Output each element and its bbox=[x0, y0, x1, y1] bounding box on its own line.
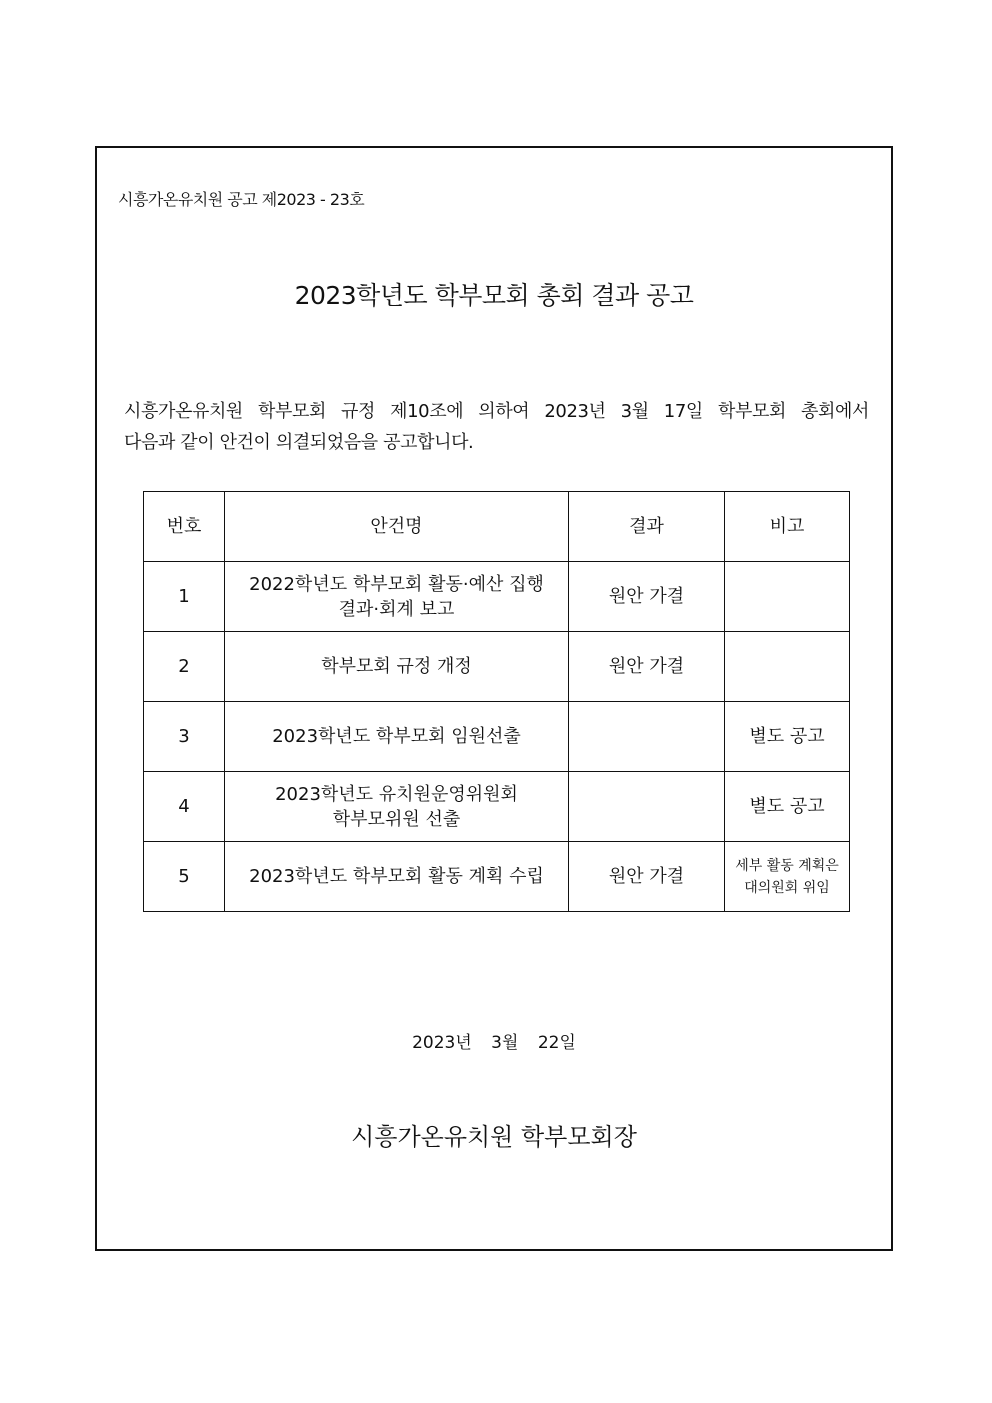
agenda-line: 결과·회계 보고 bbox=[338, 598, 455, 620]
header-note: 비고 bbox=[725, 492, 850, 562]
agenda-line: 학부모위원 선출 bbox=[332, 808, 461, 830]
document-title: 2023학년도 학부모회 총회 결과 공고 bbox=[294, 281, 694, 310]
body-line-2: 다음과 같이 안건이 의결되었음을 공고합니다. bbox=[124, 432, 474, 453]
row-result: 원안 가결 bbox=[569, 632, 725, 702]
row-note: 별도 공고 bbox=[725, 772, 850, 842]
agenda-line: 2022학년도 학부모회 활동·예산 집행 bbox=[249, 573, 544, 595]
table-row bbox=[144, 772, 850, 842]
row-number: 3 bbox=[144, 702, 225, 772]
agenda-table bbox=[143, 491, 850, 912]
row-result: 원안 가결 bbox=[569, 562, 725, 632]
body-line-1: 시흥가온유치원 학부모회 규정 제10조에 의하여 2023년 3월 17일 학부모회 총회에서 bbox=[124, 401, 869, 422]
row-note bbox=[725, 842, 850, 912]
note-line: 대의원회 위임 bbox=[744, 879, 830, 896]
row-number: 4 bbox=[144, 772, 225, 842]
table-row bbox=[144, 702, 850, 772]
row-number: 1 bbox=[144, 562, 225, 632]
agenda-line: 2023학년도 유치원운영위원회 bbox=[275, 783, 518, 805]
table-row bbox=[144, 842, 850, 912]
announcement-date: 2023년 3월 22일 bbox=[412, 1033, 576, 1053]
row-result bbox=[569, 772, 725, 842]
body-paragraph bbox=[124, 396, 869, 458]
agenda-line: 2023학년도 학부모회 활동 계획 수립 bbox=[249, 866, 544, 887]
row-number: 2 bbox=[144, 632, 225, 702]
row-agenda bbox=[225, 632, 569, 702]
row-agenda bbox=[225, 702, 569, 772]
header-agenda: 안건명 bbox=[225, 492, 569, 562]
row-note bbox=[725, 632, 850, 702]
agenda-line: 학부모회 규정 개정 bbox=[321, 656, 472, 677]
notice-number: 시흥가온유치원 공고 제2023 - 23호 bbox=[118, 190, 365, 209]
row-note bbox=[725, 562, 850, 632]
row-agenda bbox=[225, 842, 569, 912]
row-number: 5 bbox=[144, 842, 225, 912]
agenda-line: 2023학년도 학부모회 임원선출 bbox=[272, 726, 521, 747]
table-row bbox=[144, 632, 850, 702]
row-note: 별도 공고 bbox=[725, 702, 850, 772]
signer-name: 시흥가온유치원 학부모회장 bbox=[351, 1123, 637, 1151]
row-result: 원안 가결 bbox=[569, 842, 725, 912]
table-row bbox=[144, 562, 850, 632]
note-line: 세부 활동 계획은 bbox=[735, 857, 839, 874]
header-number: 번호 bbox=[144, 492, 225, 562]
row-agenda bbox=[225, 772, 569, 842]
header-result: 결과 bbox=[569, 492, 725, 562]
row-agenda bbox=[225, 562, 569, 632]
table-header-row bbox=[144, 492, 850, 562]
row-result bbox=[569, 702, 725, 772]
